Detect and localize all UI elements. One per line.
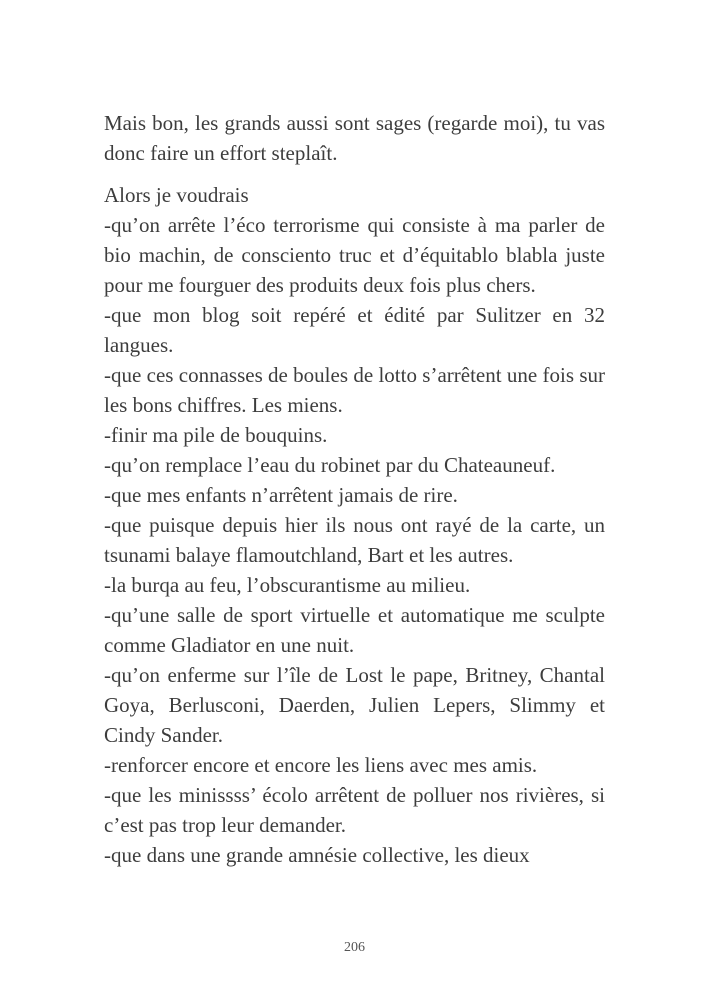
wish-item: -qu’on arrête l’éco terrorisme qui consiste à ma parler de bio machin, de consciento truc et d’équitablo blabla juste pour me fourguer des produits deux fois plus chers. <box>104 213 605 297</box>
intro-paragraph: Mais bon, les grands aussi sont sages (regarde moi), tu vas donc faire un effort steplaît. <box>104 111 605 165</box>
page-number: 206 <box>344 940 365 955</box>
text-block <box>104 108 605 870</box>
wish-item: -que mon blog soit repéré et édité par Sulitzer en 32 langues. <box>104 303 605 357</box>
wish-item: -qu’une salle de sport virtuelle et automatique me sculpte comme Gladiator en une nuit. <box>104 603 605 657</box>
wish-item: -renforcer encore et encore les liens avec mes amis. <box>104 753 538 777</box>
wish-item: -que ces connasses de boules de lotto s’arrêtent une fois sur les bons chiffres. Les miens. <box>104 363 605 417</box>
wish-item: -que mes enfants n’arrêtent jamais de rire. <box>104 483 458 507</box>
wish-item: -qu’on enferme sur l’île de Lost le pape, Britney, Chantal Goya, Berlusconi, Daerden, Julien Lepers, Slimmy et Cindy Sander. <box>104 663 605 747</box>
wish-item: -que les minissss’ écolo arrêtent de polluer nos rivières, si c’est pas trop leur demander. <box>104 783 605 837</box>
wish-item: -qu’on remplace l’eau du robinet par du Chateauneuf. <box>104 453 556 477</box>
wish-item: -la burqa au feu, l’obscurantisme au milieu. <box>104 573 471 597</box>
wish-item: -que dans une grande amnésie collective, les dieux <box>104 843 530 867</box>
wish-item: -que puisque depuis hier ils nous ont rayé de la carte, un tsunami balaye flamoutchland, Bart et les autres. <box>104 513 605 567</box>
wish-item: -finir ma pile de bouquins. <box>104 423 328 447</box>
list-heading: Alors je voudrais <box>104 183 249 207</box>
